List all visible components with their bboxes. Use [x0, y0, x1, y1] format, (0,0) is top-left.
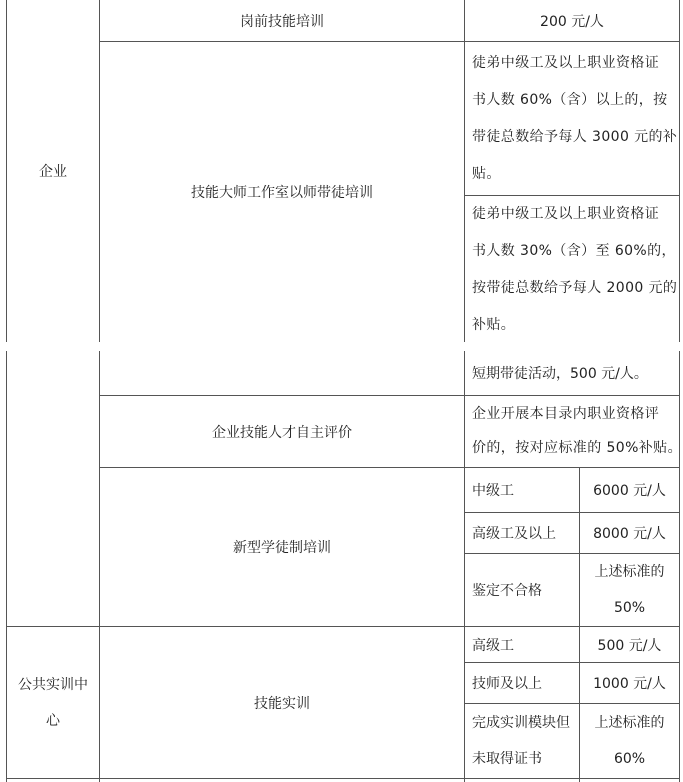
group-label-line: 公共实训中 — [18, 676, 88, 693]
item-cell — [100, 0, 464, 41]
item-name: 新型学徒制培训 — [233, 540, 331, 556]
rule-line: 企业开展本目录内职业资格评 — [472, 406, 660, 422]
level-label: 高级工及以上 — [472, 526, 556, 542]
rule-cell — [465, 396, 682, 467]
level-label-line: 完成实训模块但 — [472, 715, 570, 731]
level-label: 技师及以上 — [472, 676, 542, 692]
level-amount-cell — [580, 627, 679, 662]
level-label: 鉴定不合格 — [472, 583, 542, 599]
level-amount-cell — [580, 663, 679, 703]
rule-cell — [465, 196, 679, 342]
level-amount-line: 60% — [613, 751, 646, 767]
item-cell — [100, 468, 464, 626]
group-public-training-center — [7, 627, 99, 778]
level-amount: 6000 元/人 — [593, 483, 666, 499]
level-label-line: 未取得证书 — [472, 751, 542, 767]
level-amount-line: 上述标准的 — [594, 564, 665, 580]
level-cell — [465, 704, 579, 778]
level-amount-cell — [580, 468, 679, 512]
table-border-right — [679, 0, 680, 782]
level-cell — [465, 554, 579, 626]
level-amount: 1000 元/人 — [593, 676, 666, 692]
level-amount-cell — [580, 513, 679, 553]
item-name: 企业技能人才自主评价 — [212, 424, 352, 441]
level-cell — [465, 663, 579, 703]
rule-line: 书人数 60%（含）以上的，按 — [472, 92, 668, 108]
table-border-bottom — [6, 778, 680, 779]
level-amount-line: 50% — [613, 600, 646, 616]
level-cell — [465, 513, 579, 553]
level-amount-line: 上述标准的 — [594, 715, 665, 731]
rule-line: 书人数 30%（含）至 60%的， — [472, 243, 676, 259]
level-label: 中级工 — [472, 483, 514, 499]
rule-line: 价的，按对应标准的 50%补贴。 — [472, 440, 682, 456]
rule-line: 按带徒总数给予每人 2000 元的 — [472, 280, 678, 296]
item-cell — [100, 42, 464, 342]
rule-line: 徒弟中级工及以上职业资格证 — [472, 206, 660, 222]
group-label-line: 心 — [46, 712, 60, 729]
page-break-gap — [0, 342, 683, 351]
level-amount: 500 元/人 — [597, 637, 662, 654]
rule-line: 短期带徒活动，500 元/人。 — [472, 366, 648, 382]
item-name: 技能大师工作室以师带徒培训 — [191, 185, 373, 201]
group-enterprise — [7, 0, 99, 342]
level-amount-cell — [580, 704, 679, 778]
rule-line: 带徒总数给予每人 3000 元的补 — [472, 129, 678, 145]
rule-line: 贴。 — [472, 166, 501, 182]
level-amount: 8000 元/人 — [593, 526, 666, 542]
item-cell — [100, 627, 464, 778]
amount-value: 200 元/人 — [540, 13, 604, 30]
rule-line: 补贴。 — [472, 317, 516, 333]
group-label: 企业 — [39, 164, 67, 180]
level-cell — [465, 468, 579, 512]
item-cell — [100, 396, 464, 467]
rule-cell — [465, 42, 679, 195]
item-name: 技能实训 — [254, 695, 310, 712]
rule-cell — [465, 351, 679, 395]
level-label: 高级工 — [472, 637, 514, 654]
item-name: 岗前技能培训 — [240, 13, 324, 30]
rule-line: 徒弟中级工及以上职业资格证 — [472, 55, 660, 71]
level-cell — [465, 627, 579, 662]
level-amount-cell — [580, 554, 679, 626]
amount-cell — [465, 0, 679, 41]
